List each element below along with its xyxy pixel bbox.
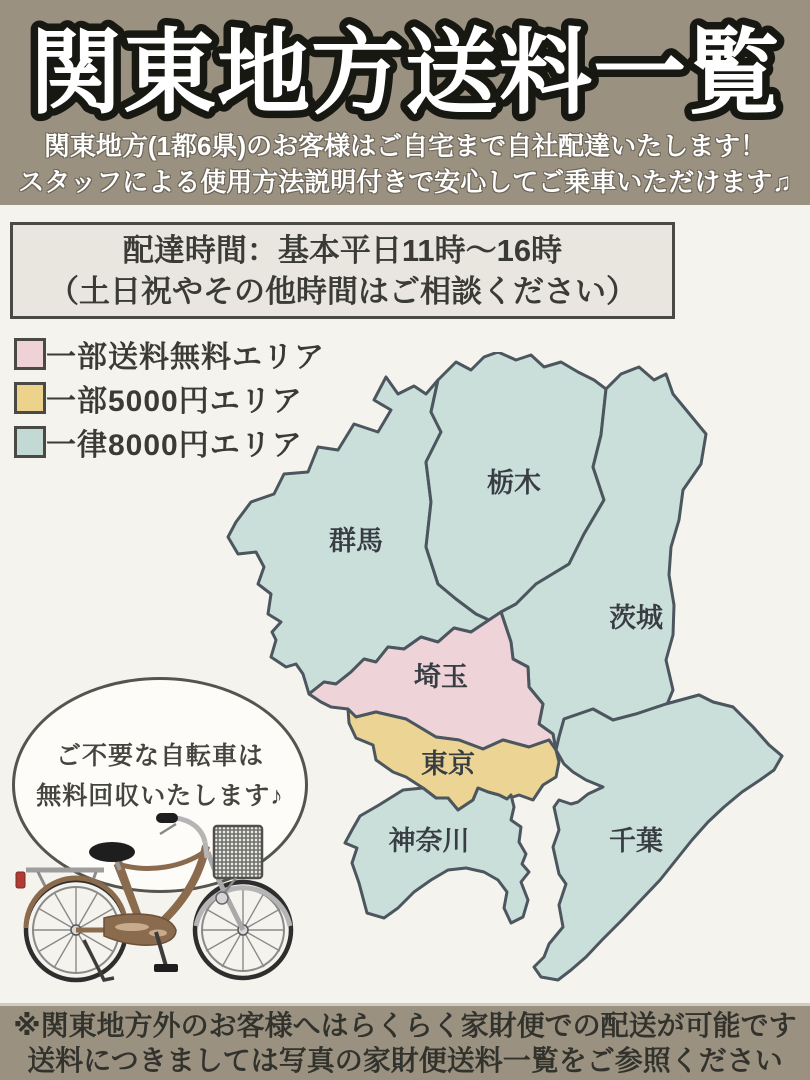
delivery-time-line-2: （土日祝やその他時間はご相談ください）: [48, 273, 637, 309]
handlebar: [156, 813, 207, 858]
footer-line-1: ※関東地方外のお客様へはらくらく家財便での配送が可能です: [13, 1010, 797, 1041]
footer-note: [0, 1003, 810, 1080]
bubble-line-1: ご不要な自転車は: [55, 742, 264, 770]
map-label-gunma: 群馬: [329, 526, 383, 556]
headlamp: [216, 892, 228, 904]
delivery-time-line-1: 配達時間：基本平日11時～16時: [122, 232, 563, 268]
legend-label-free-area: 一部送料無料エリア: [46, 340, 325, 374]
map-label-tochigi: 栃木: [487, 468, 541, 498]
subtitle-line-1: 関東地方(1都6県)のお客様はご自宅まで自社配達いたします！: [43, 131, 767, 161]
kanto-map: [226, 352, 810, 1017]
legend-label-5000yen-area: 一部5000円エリア: [46, 384, 303, 418]
legend-swatch-teal: [14, 426, 46, 458]
map-label-chiba: 千葉: [609, 826, 663, 856]
header-subtitle: [0, 128, 810, 200]
legend-swatch-yellow: [14, 382, 46, 414]
page-title: 関東地方送料一覧: [29, 21, 781, 125]
map-label-ibaraki: 茨城: [609, 603, 663, 633]
title-graphic: [0, 6, 810, 132]
speech-bubble-text: [15, 736, 305, 816]
pedal: [154, 964, 178, 972]
delivery-time-box: [10, 222, 675, 319]
subtitle-line-2: スタッフによる使用方法説明付きで安心してご乗車いただけます♫: [18, 167, 792, 197]
bicycle-illustration: [8, 812, 308, 1002]
header-banner: [0, 0, 810, 205]
map-label-kanagawa: 神奈川: [388, 826, 470, 856]
map-label-saitama: 埼玉: [414, 662, 468, 692]
footer-line-2: 送料につきましては写真の家財便送料一覧をご参照ください: [27, 1045, 783, 1076]
bubble-line-2: 無料回収いたします♪: [36, 782, 284, 810]
legend-label-8000yen-area: 一律8000円エリア: [46, 428, 303, 462]
legend-swatch-pink: [14, 338, 46, 370]
chain-guard: [104, 914, 176, 945]
rear-reflector: [16, 872, 25, 888]
map-label-tokyo: 東京: [421, 749, 475, 779]
